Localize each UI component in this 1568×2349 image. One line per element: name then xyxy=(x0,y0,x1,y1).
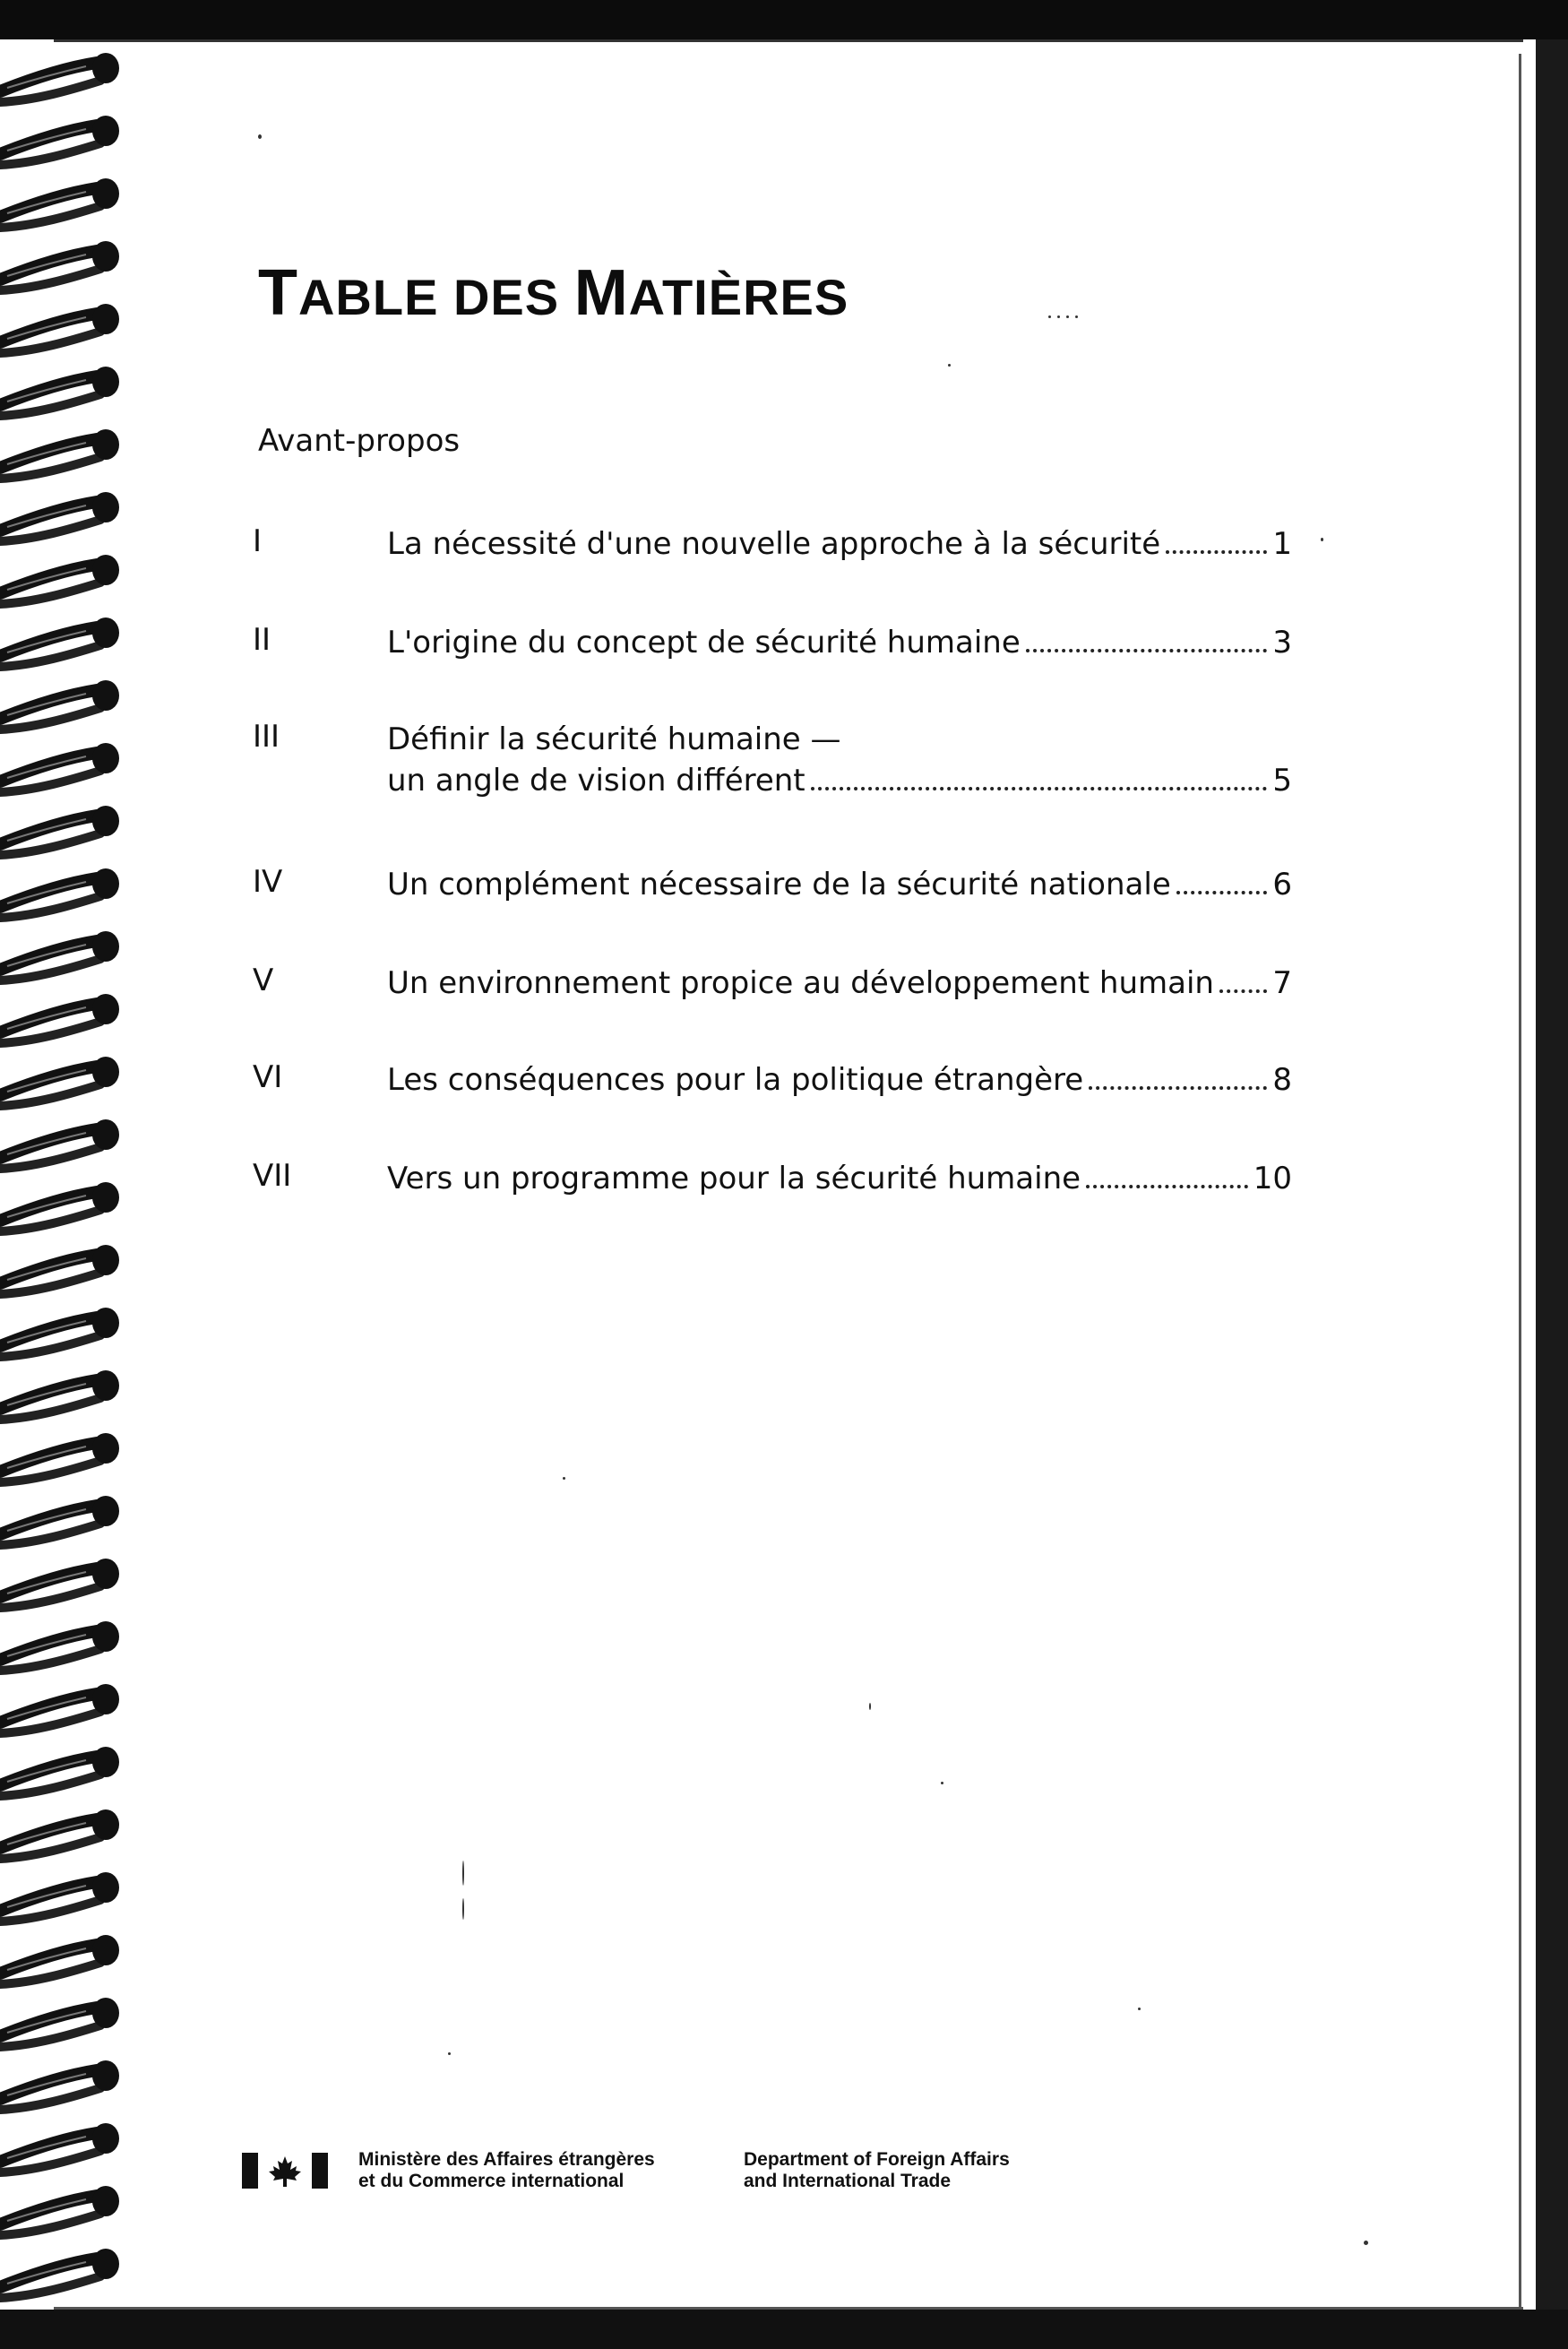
binding-coil xyxy=(0,1684,119,1733)
binding-coil xyxy=(0,1496,119,1545)
binding-coil xyxy=(0,429,119,479)
scan-speck xyxy=(448,2052,451,2055)
title-first-rest: ABLE DES xyxy=(297,269,574,325)
ministry-name-french-line: et du Commerce international xyxy=(358,2171,625,2191)
binding-coil xyxy=(0,806,119,855)
binding-coil xyxy=(0,1308,119,1357)
toc-entry-5[interactable] xyxy=(253,963,1292,1034)
binding-coil xyxy=(0,1182,119,1231)
binding-coil xyxy=(0,492,119,541)
toc-chapter-title xyxy=(387,523,1292,565)
toc-leader-dots xyxy=(1219,989,1267,993)
scan-speck xyxy=(1057,315,1060,318)
binding-coil xyxy=(0,680,119,730)
toc-chapter-title xyxy=(387,1059,1292,1101)
binding-coil xyxy=(0,1245,119,1294)
toc-entry-2[interactable] xyxy=(253,622,1292,694)
canada-flag-icon xyxy=(242,2151,328,2190)
binding-coil xyxy=(0,1057,119,1106)
binding-coil xyxy=(0,1809,119,1859)
toc-title-line: Vers un programme pour la sécurité humaine xyxy=(387,1161,1081,1196)
binding-coil xyxy=(0,241,119,290)
spiral-binding xyxy=(0,39,134,2334)
binding-coil xyxy=(0,1119,119,1169)
binding-coil xyxy=(0,367,119,416)
scan-speck xyxy=(1048,315,1051,318)
binding-coil xyxy=(0,1998,119,2047)
ministry-name-french xyxy=(358,2149,735,2192)
toc-chapter-number: V xyxy=(253,963,274,998)
scan-speck xyxy=(1075,315,1078,318)
foreword-heading: Avant-propos xyxy=(258,423,461,459)
toc-page-number: 8 xyxy=(1272,1062,1292,1098)
page-bottom-border xyxy=(54,2307,1523,2310)
binding-coil xyxy=(0,868,119,918)
toc-chapter-number: VII xyxy=(253,1158,292,1194)
toc-chapter-title xyxy=(387,1158,1292,1199)
binding-coil xyxy=(0,1621,119,1671)
toc-chapter-title xyxy=(387,622,1292,663)
binding-coil xyxy=(0,178,119,228)
toc-entry-7[interactable] xyxy=(253,1158,1292,1230)
page-title xyxy=(258,256,849,330)
page-top-border xyxy=(54,39,1523,51)
binding-coil xyxy=(0,2060,119,2110)
toc-chapter-number: III xyxy=(253,719,280,755)
toc-chapter-title xyxy=(387,963,1292,1004)
toc-page-number: 10 xyxy=(1253,1161,1292,1196)
ministry-name-english-line: Department of Foreign Affairs xyxy=(744,2149,1010,2170)
title-first-cap: T xyxy=(258,257,298,329)
scan-speck xyxy=(941,1782,943,1784)
scan-speck xyxy=(258,134,262,139)
toc-page-number: 1 xyxy=(1272,526,1292,562)
toc-title-line: Les conséquences pour la politique étrangère xyxy=(387,1062,1084,1098)
toc-page-number: 5 xyxy=(1272,763,1292,799)
ministry-name-english-line: and International Trade xyxy=(744,2171,952,2191)
toc-page-number: 6 xyxy=(1272,867,1292,902)
binding-coil xyxy=(0,2123,119,2172)
toc-leader-dots xyxy=(1026,649,1268,652)
toc-entry-3[interactable] xyxy=(253,719,1292,817)
toc-title-line: Un complément nécessaire de la sécurité nationale xyxy=(387,867,1171,902)
toc-title-line: La nécessité d'une nouvelle approche à la sécurité xyxy=(387,526,1161,562)
toc-title-line: Un environnement propice au développement humain xyxy=(387,965,1214,1001)
title-second-rest: ATIÈRES xyxy=(628,269,849,325)
binding-coil xyxy=(0,743,119,792)
toc-leader-dots xyxy=(1086,1185,1248,1188)
binding-coil xyxy=(0,1433,119,1482)
scan-right-edge xyxy=(1536,39,1568,2349)
scan-speck xyxy=(1364,2241,1368,2245)
binding-coil xyxy=(0,2249,119,2298)
scan-speck xyxy=(948,364,951,367)
toc-leader-dots xyxy=(811,787,1268,790)
toc-page-number: 3 xyxy=(1272,625,1292,661)
toc-leader-dots xyxy=(1166,550,1267,554)
binding-coil xyxy=(0,1935,119,1984)
scan-speck xyxy=(462,1898,464,1920)
toc-title-line: un angle de vision différent xyxy=(387,763,806,799)
scan-bottom-edge xyxy=(0,2310,1568,2349)
toc-entry-4[interactable] xyxy=(253,864,1292,936)
title-second-cap: M xyxy=(573,257,629,329)
scan-speck xyxy=(462,1861,464,1886)
scan-speck xyxy=(1138,2008,1141,2010)
binding-coil xyxy=(0,1872,119,1922)
binding-coil xyxy=(0,304,119,353)
toc-entry-1[interactable] xyxy=(253,523,1292,595)
binding-coil xyxy=(0,1559,119,1608)
toc-entry-6[interactable] xyxy=(253,1059,1292,1131)
scan-speck xyxy=(869,1703,871,1710)
toc-page-number: 7 xyxy=(1272,965,1292,1001)
binding-coil xyxy=(0,1370,119,1420)
toc-chapter-number: VI xyxy=(253,1059,283,1095)
scan-top-edge xyxy=(0,0,1568,39)
page-right-border xyxy=(1519,54,1521,2312)
binding-coil xyxy=(0,116,119,165)
toc-leader-dots xyxy=(1089,1086,1267,1090)
binding-coil xyxy=(0,53,119,102)
binding-coil xyxy=(0,931,119,980)
ministry-name-french-line: Ministère des Affaires étrangères xyxy=(358,2149,655,2170)
scan-speck xyxy=(563,1477,565,1480)
binding-coil xyxy=(0,994,119,1043)
scan-speck xyxy=(1066,315,1069,318)
ministry-name-english xyxy=(744,2149,1120,2192)
toc-chapter-title xyxy=(387,719,1292,801)
toc-chapter-number: II xyxy=(253,622,271,658)
toc-chapter-title xyxy=(387,864,1292,905)
toc-title-line: Définir la sécurité humaine — xyxy=(387,721,841,757)
binding-coil xyxy=(0,617,119,667)
scan-speck xyxy=(1321,538,1323,541)
binding-coil xyxy=(0,555,119,604)
binding-coil xyxy=(0,2186,119,2235)
binding-coil xyxy=(0,1747,119,1796)
toc-leader-dots xyxy=(1176,891,1268,894)
toc-chapter-number: I xyxy=(253,523,263,559)
toc-chapter-number: IV xyxy=(253,864,283,900)
toc-title-line: L'origine du concept de sécurité humaine xyxy=(387,625,1021,661)
